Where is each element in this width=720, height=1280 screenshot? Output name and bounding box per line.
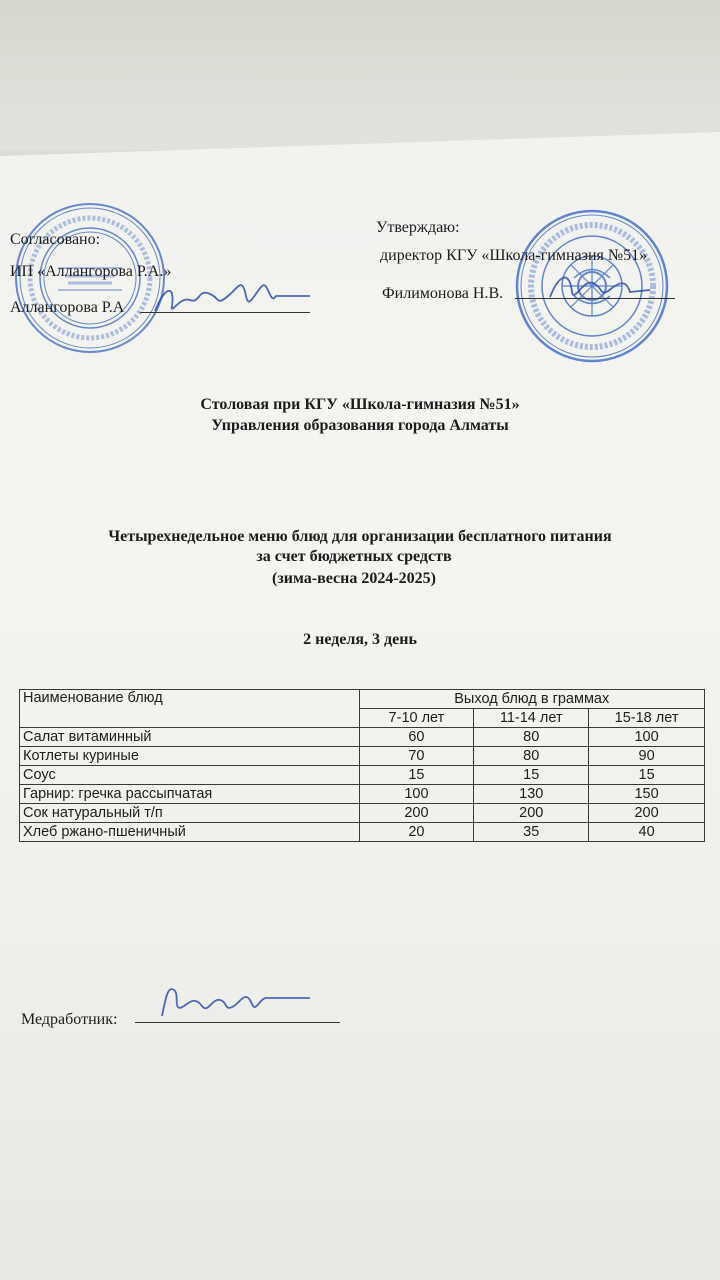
approval-left-label: Согласовано: (10, 231, 101, 248)
dish-value: 35 (474, 823, 589, 842)
institution-line-1: Столовая при КГУ «Школа-гимназия №51» (200, 396, 520, 413)
dish-value: 20 (359, 823, 474, 842)
header-dish-name: Наименование блюд (20, 690, 360, 728)
table-row (20, 747, 705, 766)
dish-value: 15 (589, 766, 705, 785)
table-row (20, 804, 705, 823)
approval-left-org: ИП «Аллангорова Р.А.» (10, 263, 172, 280)
dish-value: 15 (474, 766, 589, 785)
table-row (20, 823, 705, 842)
table-header-row (20, 690, 705, 709)
right-signature (540, 262, 660, 312)
dish-name: Котлеты куриные (20, 747, 360, 766)
background-wall (0, 0, 720, 150)
medic-signature (150, 976, 320, 1026)
dish-value: 200 (359, 804, 474, 823)
institution-line-2: Управления образования города Алматы (211, 417, 509, 434)
menu-title-line-3: (зима-весна 2024-2025) (271, 570, 436, 587)
dish-value: 100 (359, 785, 474, 804)
dish-value: 40 (589, 823, 705, 842)
medic-label: Медработник: (21, 1011, 118, 1028)
header-age-11-14: 11-14 лет (474, 709, 589, 728)
dish-value: 130 (474, 785, 589, 804)
table-row (20, 766, 705, 785)
header-age-7-10: 7-10 лет (359, 709, 474, 728)
left-signature (150, 266, 320, 326)
dish-name: Хлеб ржано-пшеничный (20, 823, 360, 842)
menu-table (19, 689, 705, 842)
dish-value: 60 (359, 728, 474, 747)
table-row (20, 728, 705, 747)
table-row (20, 785, 705, 804)
dish-name: Салат витаминный (20, 728, 360, 747)
menu-title-line-2: за счет бюджетных средств (256, 548, 452, 565)
approval-right-position: директор КГУ «Школа-гимназия №51» (380, 247, 648, 264)
dish-name: Соус (20, 766, 360, 785)
approval-right-person: Филимонова Н.В. (382, 285, 504, 302)
approval-right-label: Утверждаю: (376, 219, 460, 236)
dish-value: 200 (474, 804, 589, 823)
menu-title-line-1: Четырехнедельное меню блюд для организации бесплатного питания (108, 528, 612, 545)
dish-value: 15 (359, 766, 474, 785)
dish-name: Гарнир: гречка рассыпчатая (20, 785, 360, 804)
dish-value: 150 (589, 785, 705, 804)
dish-value: 80 (474, 747, 589, 766)
dish-value: 80 (474, 728, 589, 747)
dish-name: Сок натуральный т/п (20, 804, 360, 823)
dish-value: 100 (589, 728, 705, 747)
week-day-label: 2 неделя, 3 день (303, 631, 417, 648)
header-age-15-18: 15-18 лет (589, 709, 705, 728)
dish-value: 70 (359, 747, 474, 766)
approval-left-person: Аллангорова Р.А (10, 299, 125, 316)
dish-value: 90 (589, 747, 705, 766)
header-output-grams: Выход блюд в граммах (359, 690, 704, 709)
dish-value: 200 (589, 804, 705, 823)
